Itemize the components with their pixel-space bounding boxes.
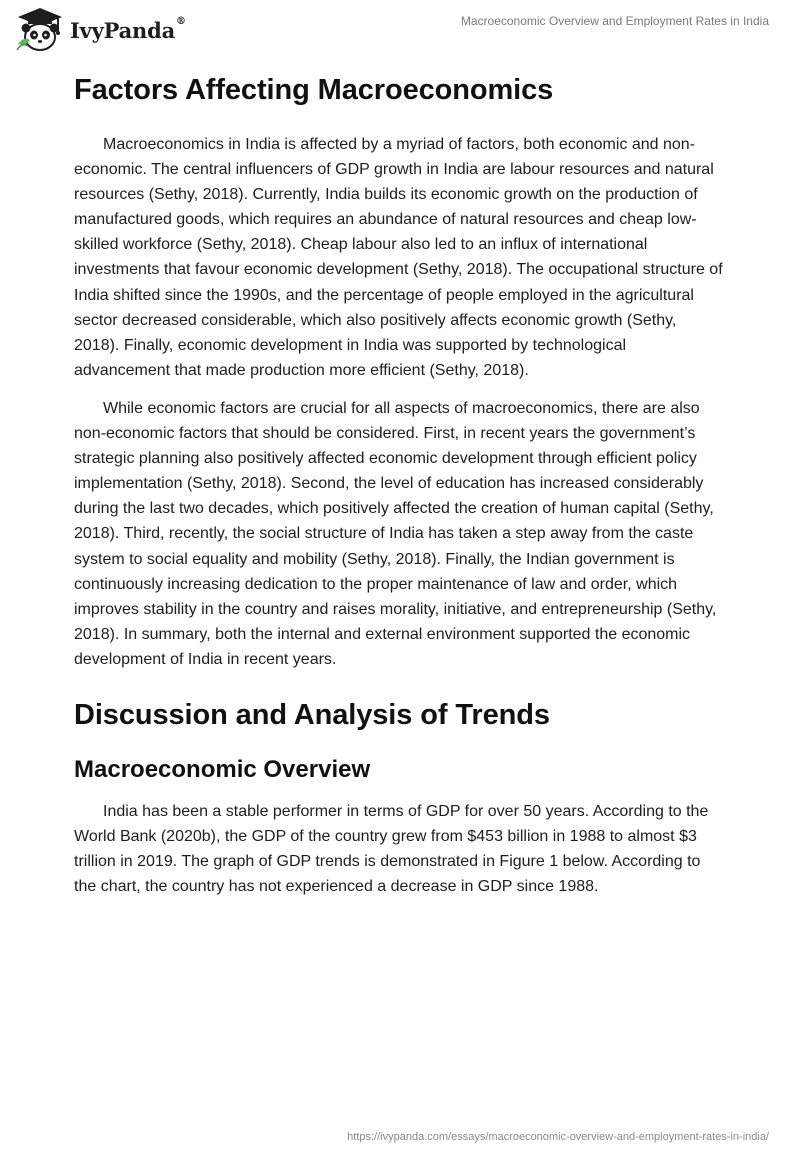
paragraph: India has been a stable performer in terms of GDP for over 50 years. According to the World Bank (2020b), the GDP of the country grew from $453 billion in 1988 to almost $3 trillion in 2019. The graph of GDP trends is demonstrated in Figure 1 below. According to the chart, the country has not experienced a decrease in GDP since 1988. xyxy=(74,802,709,896)
source-url[interactable]: https://ivypanda.com/essays/macroeconomic-overview-and-employment-rates-in-india/ xyxy=(347,1131,769,1143)
document-title: Macroeconomic Overview and Employment Rates in India xyxy=(460,14,769,28)
section-heading: Factors Affecting Macroeconomics xyxy=(74,74,554,106)
paragraph: While economic factors are crucial for all aspects of macroeconomics, there are also non-economic factors that should be considered. First, in recent years the government’s strategic planning also positively affected economic development through efficient policy implementation (Sethy, 2018). Second, the level of education has increased considerably during the last two decades, which positively affected the creation of human capital (Sethy, 2018). Third, recently, the social structure of India has taken a step away from the caste system to social equality and mobility (Sethy, 2018). Finally, the Indian government is continuously increasing dedication to the proper maintenance of law and order, which improves stability in the country and raises morality, initiative, and entrepreneurship (Sethy, 2018). In summary, both the internal and external environment supported the economic development of India in recent years. xyxy=(74,399,717,668)
article-body xyxy=(74,70,726,899)
panda-graduate-icon xyxy=(14,6,66,52)
page-header xyxy=(0,0,800,64)
subsection-heading: Macroeconomic Overview xyxy=(74,755,371,783)
brand-logo[interactable] xyxy=(14,6,186,52)
brand-name: IvyPanda® xyxy=(70,15,186,43)
section-heading: Discussion and Analysis of Trends xyxy=(74,698,550,731)
paragraph: Macroeconomics in India is affected by a myriad of factors, both economic and non-economic. The central influencers of GDP growth in India are labour resources and natural resources (Sethy, 2018). Currently, India builds its economic growth on the production of manufactured goods, which requires an abundance of natural resources and cheap low-skilled workforce (Sethy, 2018). Cheap labour also led to an influx of international investments that favour economic development (Sethy, 2018). The occupational structure of India shifted since the 1990s, and the percentage of people employed in the agricultural sector decreased considerable, which also positively affects economic growth (Sethy, 2018). Finally, economic development in India was supported by technological advancement that made production more efficient (Sethy, 2018). xyxy=(74,136,723,379)
